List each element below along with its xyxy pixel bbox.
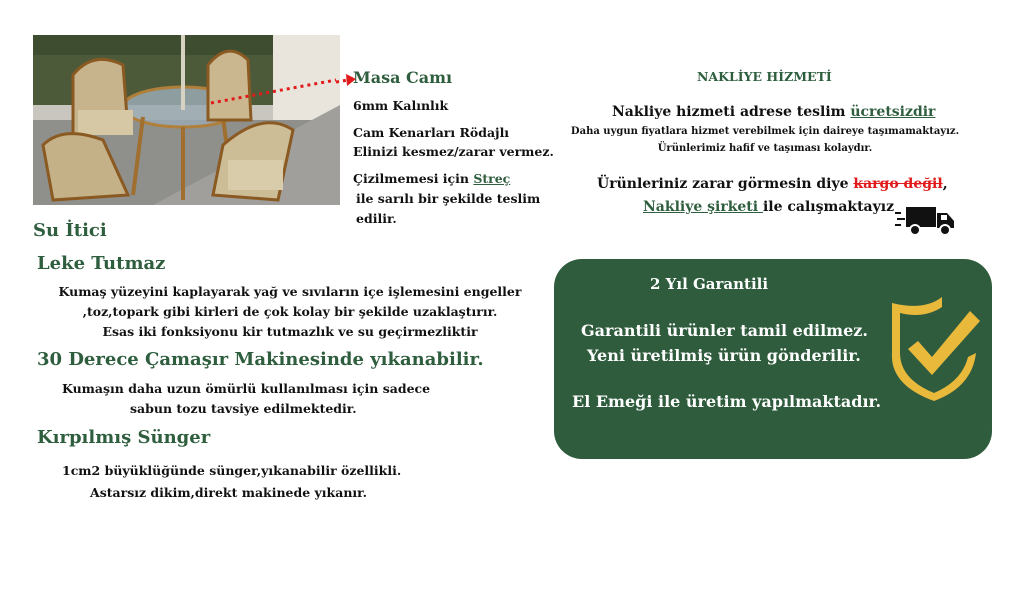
stretch-line [353,170,510,188]
shipping-line-1-text: Nakliye hizmeti adrese teslim [612,104,851,120]
shield-check-icon [884,293,984,405]
guarantee-line-2: Yeni üretilmiş ürün gönderilir. [587,346,861,365]
stain-resistant-title: Leke Tutmaz [37,253,166,274]
shipping-line-4 [597,176,948,192]
glass-line-2: Cam Kenarları Rödajlı [353,125,510,140]
shipping-line-4-text: Ürünleriniz zarar görmesin diye [597,176,854,192]
guarantee-title: 2 Yıl Garantili [650,275,769,293]
shipping-line-5-text: ile calışmaktayız [762,199,895,215]
glass-title: Masa Camı [353,68,453,87]
shipping-line-2: Daha uygun fiyatlara hizmet verebilmek için daireye taşımamaktayız. [570,126,960,137]
free-link[interactable]: ücretsizdir [850,104,936,120]
water-repellent-title: Su İtici [33,220,107,241]
shipping-company-link[interactable]: Nakliye şirketi [643,199,763,215]
sponge-title: Kırpılmış Sünger [37,427,211,448]
glass-line-1: 6mm Kalınlık [353,98,449,113]
shipping-line-1 [612,104,935,120]
guarantee-line-1: Garantili ürünler tamil edilmez. [581,321,868,340]
washing-line-2: sabun tozu tavsiye edilmektedir. [130,401,357,416]
shipping-title: NAKLİYE HİZMETİ [697,69,832,84]
washing-line-1: Kumaşın daha uzun ömürlü kullanılması için sadece [62,381,431,396]
stain-line-3: Esas iki fonksiyonu kir tutmazlık ve su geçirmezliktir [102,324,478,339]
guarantee-panel [554,259,992,459]
glass-line-3: Elinizi kesmez/zarar vermez. [353,144,554,159]
stretch-prefix: Çizilmemesi için [353,171,474,186]
stretch-line-2: ile sarılı bir şekilde teslim [356,191,541,206]
stain-line-2: ,toz,topark gibi kirleri de çok kolay bir şekilde uzaklaştırır. [82,304,498,319]
sponge-line-2: Astarsız dikim,direkt makinede yıkanır. [90,485,367,500]
cargo-strike: kargo değil [853,176,943,192]
guarantee-line-3: El Emeği ile üretim yapılmaktadır. [572,392,882,411]
stretch-line-3: edilir. [356,211,397,226]
stretch-link[interactable]: Streç [473,171,511,186]
sponge-line-1: 1cm2 büyüklüğünde sünger,yıkanabilir özellikli. [62,463,402,478]
product-photo [33,35,340,205]
shipping-line-5 [643,199,894,215]
shipping-line-3: Ürünlerimiz hafif ve taşıması kolaydır. [657,143,873,154]
stain-line-1: Kumaş yüzeyini kaplayarak yağ ve sıvıların içe işlemesini engeller [58,284,522,299]
washing-title: 30 Derece Çamaşır Makinesinde yıkanabilir. [37,349,484,370]
shipping-line-4-comma: , [942,176,948,192]
truck-icon [895,203,957,237]
